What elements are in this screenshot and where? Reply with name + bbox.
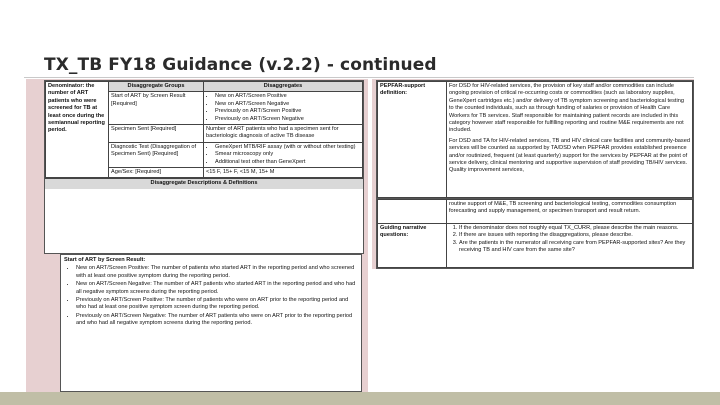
question-item: 2. If there are issues with reporting the disaggregations, please describe. <box>459 232 690 239</box>
description-item: • New on ART/Screen Negative: The number of ART patients who started ART in the reporting period and who had all negative symptom screens during the reporting period. <box>76 281 358 296</box>
list-item: • New on ART/Screen Positive <box>215 93 360 100</box>
description-item: • Previously on ART/Screen Positive: The number of patients who were on ART prior to the reporting period and who had at least one positive symptom screen during the reporting period. <box>76 297 358 312</box>
header-disaggregate-groups: Disaggregate Groups <box>109 82 204 92</box>
numerator-disaggregates-table <box>44 80 364 254</box>
list-item: • Previously on ART/Screen Positive <box>215 108 360 115</box>
left-accent-strip <box>26 254 59 392</box>
list-item: • Additional test other than GeneXpert <box>215 159 360 166</box>
list-item: • Smear microscopy only <box>215 151 360 158</box>
section-title: Start of ART by Screen Result: <box>64 257 146 263</box>
pepfar-support-label: PEPFAR-support definition: <box>378 82 447 198</box>
pepfar-support-paragraph: For DSD and TA for HIV-related services, TB and HIV clinical care facilities and community-based services will be counted as supported by TA/DSD when PEPFAR provides established presence and/or routinized, frequent (at least quarterly) support for the services by PEPFAR at the point of service delivery, clinical mentoring and supportive supervision of staff providing TB/HIV services. Quality improvement services, <box>449 137 690 174</box>
row-group: Diagnostic Test (Disaggregation of Specimen Sent) [Required] <box>109 142 204 167</box>
guiding-questions-table <box>376 198 694 269</box>
bottom-strip <box>0 392 720 405</box>
title-divider <box>24 77 694 78</box>
row-group: Start of ART by Screen Result [Required] <box>109 92 204 125</box>
description-item: • New on ART/Screen Positive: The number of patients who started ART in the reporting period and who screened with at least one positive symptom during the reporting period. <box>76 265 358 280</box>
question-item: 1. If the denominator does not roughly equal TX_CURR, please describe the main reasons. <box>459 225 690 232</box>
pepfar-support-continuation: routine support of M&E, TB screening and bacteriological testing, commodities consumption forecasting and supply management, or specimen transport and result return. <box>447 200 693 224</box>
question-item: 3. Are the patients in the numerator all receiving care from PEPFAR-supported sites? Are they receiving TB and HIV care from the same site? <box>459 240 690 255</box>
descriptions-header: Disaggregate Descriptions & Definitions <box>45 178 363 188</box>
list-item: • New on ART/Screen Negative <box>215 101 360 108</box>
row-group: Age/Sex: [Required] <box>109 168 204 178</box>
guiding-questions-label: Guiding narrative questions: <box>378 224 447 268</box>
header-disaggregates: Disaggregates <box>204 82 363 92</box>
pepfar-support-paragraph: For DSD for HIV-related services, the provision of key staff and/or commodities can include ongoing provision of critical re-occurring costs or commodities (such as laboratory supplies, GeneXpert cartridges etc.) and/or delivery of TB symptom screening and bacteriological testing to the counted individuals, such as through funding of salaries or provision of Health Care Workers for TB services. Staff responsible for maintaining patient records are included in this category however staff responsible for fulfilling reporting and routine M&E requirements are not included. <box>449 83 684 134</box>
pepfar-support-table <box>376 80 694 199</box>
row-text: <15 F, 15+ F, <15 M, 15+ M <box>204 168 363 178</box>
list-item: • GeneXpert MTB/RIF assay (with or without other testing) <box>215 144 360 151</box>
slide-title: TX_TB FY18 Guidance (v.2.2) - continued <box>44 55 437 75</box>
list-item: • Previously on ART/Screen Negative <box>215 116 360 123</box>
description-item: • Previously on ART/Screen Negative: The number of ART patients who were on ART prior to the reporting period and who had all negative symptom screens during the reporting period. <box>76 313 358 328</box>
disaggregate-descriptions <box>60 254 362 392</box>
row-text: Number of ART patients who had a specimen sent for bacteriologic diagnosis of active TB disease <box>204 125 363 143</box>
row-group: Specimen Sent [Required] <box>109 125 204 143</box>
denominator-label: Denominator: the number of ART patients who were screened for TB at least once during the semiannual reporting period. <box>46 82 109 178</box>
